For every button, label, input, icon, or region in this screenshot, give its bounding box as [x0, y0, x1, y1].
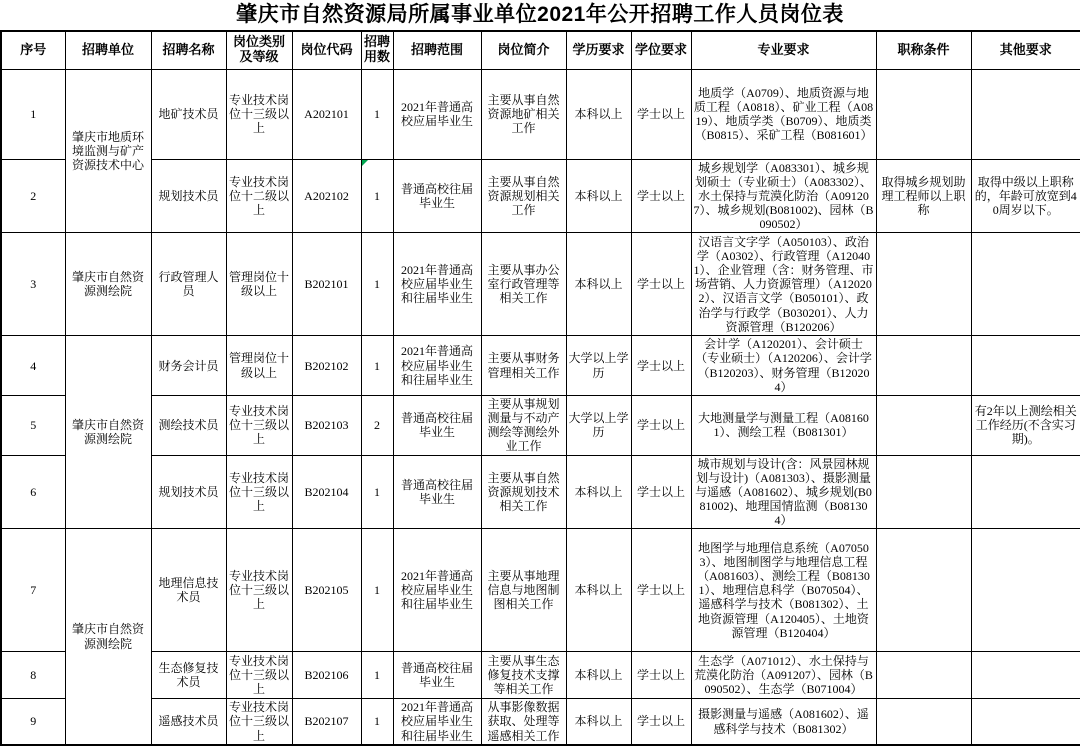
page-title: 肇庆市自然资源局所属事业单位2021年公开招聘工作人员岗位表: [236, 3, 844, 26]
cell-major: 生态学（A071012）、水土保持与荒漠化防治（A091207）、园林（B090502）、生态学（B071004）: [691, 652, 876, 699]
table-row: [1, 652, 1080, 699]
cell-intro: 主要从事财务管理相关工作: [481, 336, 566, 396]
cell-name: 财务会计员: [151, 336, 226, 396]
table-row: [1, 699, 1080, 745]
cell-count: [361, 159, 393, 233]
table-row: [1, 455, 1080, 529]
header-row: [1, 31, 1080, 69]
header-other-req: 其他要求: [971, 31, 1080, 69]
cell-degree: 学士以上: [631, 455, 691, 529]
header-code: 岗位代码: [292, 31, 361, 69]
cell-edu: 本科以上: [566, 159, 631, 233]
header-unit: 招聘单位: [65, 31, 151, 69]
cell-intro: 从事影像数据获取、处理等遥感相关工作: [481, 699, 566, 745]
cell-name: 行政管理人员: [151, 233, 226, 336]
cell-degree: 学士以上: [631, 336, 691, 396]
cell-count: 1: [361, 336, 393, 396]
cell-code: B202102: [292, 336, 361, 396]
cell-code: B202104: [292, 455, 361, 529]
cell-major: 地图学与地理信息系统（A070503）、地图制图学与地理信息工程（A081603）、测绘工程（B081301）、地理信息科学（B070504）、遥感科学与技术（B081302）、土地资源管理（A120405）、土地资源管理（B120404）: [691, 529, 876, 652]
cell-seq: 4: [1, 336, 65, 396]
cell-count: 1: [361, 699, 393, 745]
cell-scope: 2021年普通高校应届毕业生和往届毕业生: [393, 699, 481, 745]
cell-edu: 本科以上: [566, 69, 631, 159]
cell-title-req: [876, 395, 971, 455]
table-row: [1, 69, 1080, 159]
header-category: 岗位类别及等级: [226, 31, 292, 69]
excel-green-triangle-icon: [362, 160, 368, 166]
cell-unit: 肇庆市自然资源测绘院: [65, 233, 151, 336]
cell-code: B202106: [292, 652, 361, 699]
cell-other-req: 取得中级以上职称的，年龄可放宽到40周岁以下。: [971, 159, 1080, 233]
cell-other-req: [971, 699, 1080, 745]
cell-other-req: [971, 69, 1080, 159]
cell-code: A202101: [292, 69, 361, 159]
cell-edu: 本科以上: [566, 699, 631, 745]
cell-intro: 主要从事生态修复技术支撑等相关工作: [481, 652, 566, 699]
recruitment-positions-table: [0, 30, 1080, 746]
count-value: 1: [374, 188, 380, 203]
cell-degree: 学士以上: [631, 159, 691, 233]
cell-major: 汉语言文字学（A050103）、政治学（A0302）、行政管理（A120401）、企业管理（含：财务管理、市场营销、人力资源管理）（A120202）、汉语言文学（B050101）、政治学与行政学（B030201）、人力资源管理（B120206）: [691, 233, 876, 336]
cell-name: 地矿技术员: [151, 69, 226, 159]
cell-edu: 本科以上: [566, 652, 631, 699]
cell-category: 专业技术岗位十三级以上: [226, 69, 292, 159]
cell-category: 专业技术岗位十二级以上: [226, 159, 292, 233]
cell-title-req: [876, 652, 971, 699]
cell-scope: 2021年普通高校应届毕业生和往届毕业生: [393, 336, 481, 396]
cell-other-req: [971, 652, 1080, 699]
cell-title-req: 取得城乡规划助理工程师以上职称: [876, 159, 971, 233]
cell-other-req: [971, 455, 1080, 529]
cell-category: 专业技术岗位十三级以上: [226, 699, 292, 745]
cell-intro: 主要从事规划测量与不动产测绘等测绘外业工作: [481, 395, 566, 455]
cell-count: 1: [361, 652, 393, 699]
cell-title-req: [876, 336, 971, 396]
cell-other-req: [971, 336, 1080, 396]
cell-scope: 普通高校往届毕业生: [393, 455, 481, 529]
cell-title-req: [876, 233, 971, 336]
cell-name: 测绘技术员: [151, 395, 226, 455]
cell-count: 1: [361, 529, 393, 652]
cell-scope: 普通高校往届毕业生: [393, 652, 481, 699]
cell-other-req: 有2年以上测绘相关工作经历(不含实习期)。: [971, 395, 1080, 455]
cell-seq: 5: [1, 395, 65, 455]
cell-scope: 2021年普通高校应届毕业生和往届毕业生: [393, 233, 481, 336]
cell-seq: 6: [1, 455, 65, 529]
cell-degree: 学士以上: [631, 233, 691, 336]
cell-code: B202107: [292, 699, 361, 745]
cell-intro: 主要从事办公室行政管理等相关工作: [481, 233, 566, 336]
cell-scope: 普通高校往届毕业生: [393, 159, 481, 233]
cell-major: 城乡规划学（A083301）、城乡规划硕士（专业硕士）（A083302）、水土保持与荒漠化防治（A091207）、城乡规划(B081002)、园林（B090502）: [691, 159, 876, 233]
cell-edu: 本科以上: [566, 529, 631, 652]
cell-title-req: [876, 455, 971, 529]
cell-seq: 1: [1, 69, 65, 159]
cell-major: 地质学（A0709）、地质资源与地质工程（A0818）、矿业工程（A0819）、地质学类（B0709）、地质类（B0815）、采矿工程（B081601）: [691, 69, 876, 159]
cell-category: 专业技术岗位十三级以上: [226, 652, 292, 699]
header-degree: 学位要求: [631, 31, 691, 69]
cell-edu: 本科以上: [566, 455, 631, 529]
table-row: [1, 159, 1080, 233]
header-scope: 招聘范围: [393, 31, 481, 69]
cell-category: 专业技术岗位十三级以上: [226, 395, 292, 455]
table-row: [1, 395, 1080, 455]
table-row: [1, 336, 1080, 396]
cell-code: B202103: [292, 395, 361, 455]
table-row: [1, 529, 1080, 652]
cell-category: 专业技术岗位十三级以上: [226, 529, 292, 652]
table-row: [1, 233, 1080, 336]
cell-seq: 2: [1, 159, 65, 233]
cell-major: 会计学（A120201）、会计硕士（专业硕士）（A120206）、会计学（B120203）、财务管理（B120204）: [691, 336, 876, 396]
cell-edu: 本科以上: [566, 233, 631, 336]
cell-scope: 2021年普通高校应届毕业生: [393, 69, 481, 159]
cell-scope: 2021年普通高校应届毕业生和往届毕业生: [393, 529, 481, 652]
cell-major: 摄影测量与遥感（A081602）、遥感科学与技术（B081302）: [691, 699, 876, 745]
cell-count: 1: [361, 233, 393, 336]
header-edu: 学历要求: [566, 31, 631, 69]
cell-other-req: [971, 529, 1080, 652]
cell-unit: 肇庆市地质环境监测与矿产资源技术中心: [65, 69, 151, 233]
cell-code: A202102: [292, 159, 361, 233]
cell-seq: 9: [1, 699, 65, 745]
cell-seq: 3: [1, 233, 65, 336]
cell-code: B202101: [292, 233, 361, 336]
cell-name: 地理信息技术员: [151, 529, 226, 652]
header-intro: 岗位简介: [481, 31, 566, 69]
cell-count: 1: [361, 69, 393, 159]
cell-seq: 7: [1, 529, 65, 652]
header-count: 招聘用数: [361, 31, 393, 69]
cell-name: 规划技术员: [151, 159, 226, 233]
cell-edu: 大学以上学历: [566, 395, 631, 455]
cell-category: 专业技术岗位十三级以上: [226, 455, 292, 529]
cell-count: 1: [361, 455, 393, 529]
cell-other-req: [971, 233, 1080, 336]
cell-name: 规划技术员: [151, 455, 226, 529]
cell-code: B202105: [292, 529, 361, 652]
header-major: 专业要求: [691, 31, 876, 69]
cell-degree: 学士以上: [631, 529, 691, 652]
cell-unit: 肇庆市自然资源测绘院: [65, 529, 151, 745]
cell-degree: 学士以上: [631, 69, 691, 159]
header-seq: 序号: [1, 31, 65, 69]
cell-intro: 主要从事自然资源规划技术相关工作: [481, 455, 566, 529]
cell-name: 生态修复技术员: [151, 652, 226, 699]
cell-edu: 大学以上学历: [566, 336, 631, 396]
cell-scope: 普通高校往届毕业生: [393, 395, 481, 455]
cell-title-req: [876, 529, 971, 652]
cell-major: 城市规划与设计(含：风景园林规划与设计)（A081303）、摄影测量与遥感（A081602）、城乡规划(B081002)、地理国情监测（B081304）: [691, 455, 876, 529]
header-name: 招聘名称: [151, 31, 226, 69]
cell-count: 2: [361, 395, 393, 455]
cell-intro: 主要从事自然资源地矿相关工作: [481, 69, 566, 159]
header-title-req: 职称条件: [876, 31, 971, 69]
cell-seq: 8: [1, 652, 65, 699]
cell-major: 大地测量学与测量工程（A081601）、测绘工程（B081301）: [691, 395, 876, 455]
cell-degree: 学士以上: [631, 699, 691, 745]
cell-category: 管理岗位十级以上: [226, 336, 292, 396]
cell-degree: 学士以上: [631, 652, 691, 699]
cell-title-req: [876, 699, 971, 745]
cell-degree: 学士以上: [631, 395, 691, 455]
cell-intro: 主要从事地理信息与地图制图相关工作: [481, 529, 566, 652]
cell-unit: 肇庆市自然资源测绘院: [65, 336, 151, 529]
cell-intro: 主要从事自然资源规划相关工作: [481, 159, 566, 233]
cell-category: 管理岗位十级以上: [226, 233, 292, 336]
cell-name: 遥感技术员: [151, 699, 226, 745]
cell-title-req: [876, 69, 971, 159]
